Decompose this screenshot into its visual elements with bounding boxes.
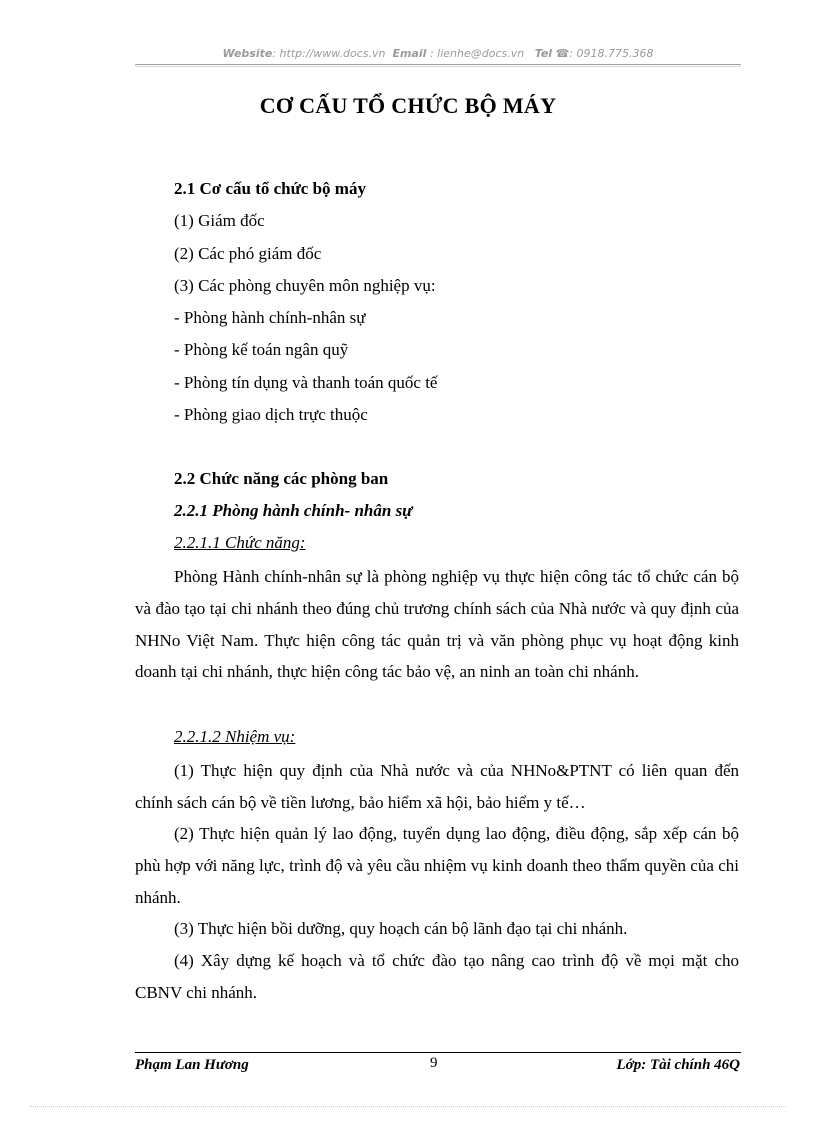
section-2-heading: 2.2 Chức năng các phòng ban	[174, 469, 389, 488]
duty-paragraph: (2) Thực hiện quản lý lao động, tuyển dụng lao động, điều động, sắp xếp cán bộ phù hợp với năng lực, trình độ và yêu cầu nhiệm vụ kinh doanh theo thẩm quyền của chi nhánh.	[135, 824, 739, 907]
list-item: - Phòng giao dịch trực thuộc	[174, 405, 368, 424]
email-label: Email	[392, 47, 427, 60]
tel-value: : 0918.775.368	[569, 47, 654, 60]
website-label: Website	[222, 47, 273, 60]
list-item: (2) Các phó giám đốc	[174, 244, 322, 263]
section-1-heading: 2.1 Cơ cấu tổ chức bộ máy	[174, 179, 366, 198]
list-item: (1) Giám đốc	[174, 211, 265, 230]
duties-heading: 2.2.1.2 Nhiệm vụ:	[174, 727, 296, 746]
footer-class: Lớp: Tài chính 46Q	[616, 1057, 740, 1073]
list-item: - Phòng kế toán ngân quỹ	[174, 340, 349, 359]
website-value: : http://www.docs.vn	[272, 47, 386, 60]
page-header	[135, 47, 741, 60]
duty-paragraph: (1) Thực hiện quy định của Nhà nước và của NHNo&PTNT có liên quan đến chính sách cán bộ về tiền lương, bảo hiểm xã hội, bảo hiểm y tế…	[135, 761, 739, 812]
footer-author: Phạm Lan Hương	[135, 1057, 249, 1073]
duty-paragraph: (4) Xây dựng kế hoạch và tổ chức đào tạo nâng cao trình độ về mọi mặt cho CBNV chi nhánh.	[135, 951, 739, 1002]
tel-label: Tel	[534, 47, 553, 60]
function-paragraph: Phòng Hành chính-nhân sự là phòng nghiệp vụ thực hiện công tác tổ chức cán bộ và đào tạo tại chi nhánh theo đúng chủ trương chính sách của Nhà nước và quy định của NHNo Việt Nam. Thực hiện công tác quản trị và văn phòng phục vụ hoạt động kinh doanh tại chi nhánh, thực hiện công tác bảo vệ, an ninh an toàn chi nhánh.	[135, 567, 739, 682]
list-item: - Phòng hành chính-nhân sự	[174, 308, 366, 327]
page-title: CƠ CẤU TỔ CHỨC BỘ MÁY	[259, 93, 557, 118]
phone-icon: ☎	[555, 47, 570, 60]
header-divider	[135, 64, 741, 67]
page-bottom-border	[30, 1106, 786, 1107]
function-heading: 2.2.1.1 Chức năng:	[174, 533, 306, 552]
list-item: - Phòng tín dụng và thanh toán quốc tế	[174, 373, 438, 392]
duty-paragraph: (3) Thực hiện bồi dưỡng, quy hoạch cán bộ lãnh đạo tại chi nhánh.	[174, 919, 628, 938]
email-value: : lienhe@docs.vn	[429, 47, 525, 60]
page-number: 9	[430, 1055, 438, 1071]
footer-divider	[135, 1052, 741, 1053]
subsection-heading: 2.2.1 Phòng hành chính- nhân sự	[174, 501, 413, 520]
list-item: (3) Các phòng chuyên môn nghiệp vụ:	[174, 276, 436, 295]
